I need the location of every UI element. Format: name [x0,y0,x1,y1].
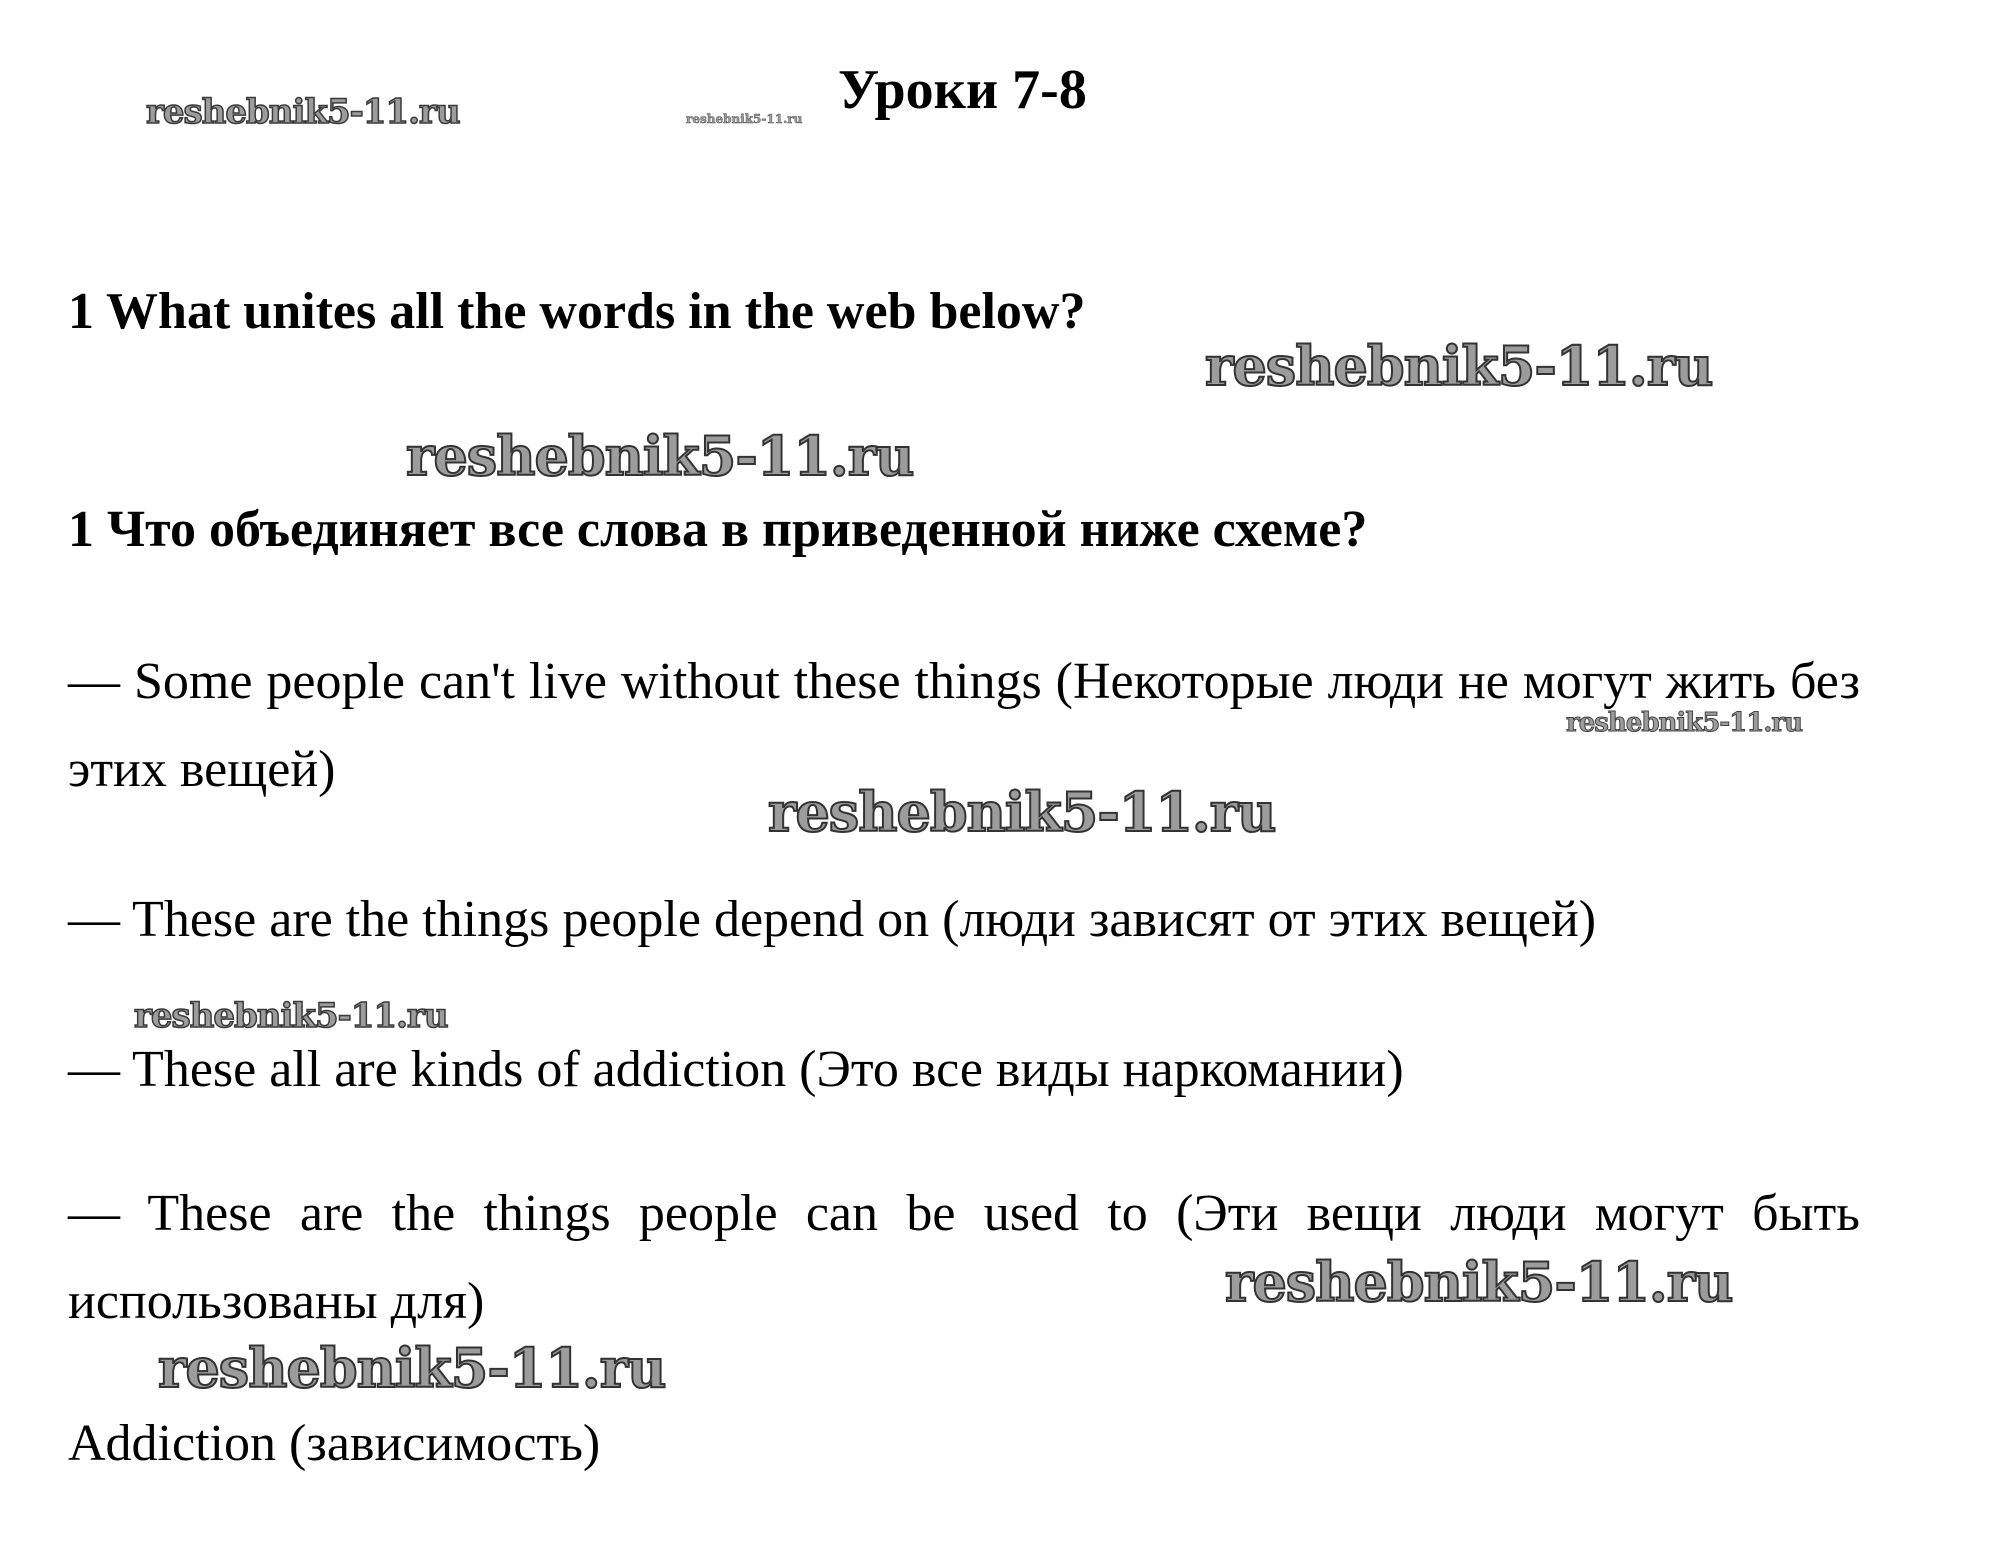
question-english: 1 What unites all the words in the web below? [68,283,1086,340]
answer-item-1: — Some people can't live without these things (Некоторые люди не могут жить без этих вещей) [68,653,1860,798]
watermark: reshebnik5-11.ru [1205,334,1713,398]
watermark: reshebnik5-11.ru [158,1336,666,1400]
watermark: reshebnik5-11.ru [768,780,1276,844]
final-answer: Addiction (зависимость) [68,1415,601,1472]
lesson-title: Уроки 7-8 [838,59,1087,121]
answer-item-2: — These are the things people depend on (люди зависят от этих вещей) [68,891,1597,948]
watermark: reshebnik5-11.ru [686,112,803,126]
watermark: reshebnik5-11.ru [406,424,914,488]
answer-item-4: — These are the things people can be used to (Эти вещи люди могут быть использованы для) [68,1185,1860,1330]
watermark: reshebnik5-11.ru [134,996,448,1036]
question-russian: 1 Что объединяет все слова в приведенной ниже схеме? [68,501,1368,558]
watermark: reshebnik5-11.ru [1225,1250,1733,1314]
answer-item-3: — These all are kinds of addiction (Это все виды наркомании) [68,1041,1404,1098]
watermark: reshebnik5-11.ru [1566,708,1803,738]
watermark: reshebnik5-11.ru [146,92,460,132]
